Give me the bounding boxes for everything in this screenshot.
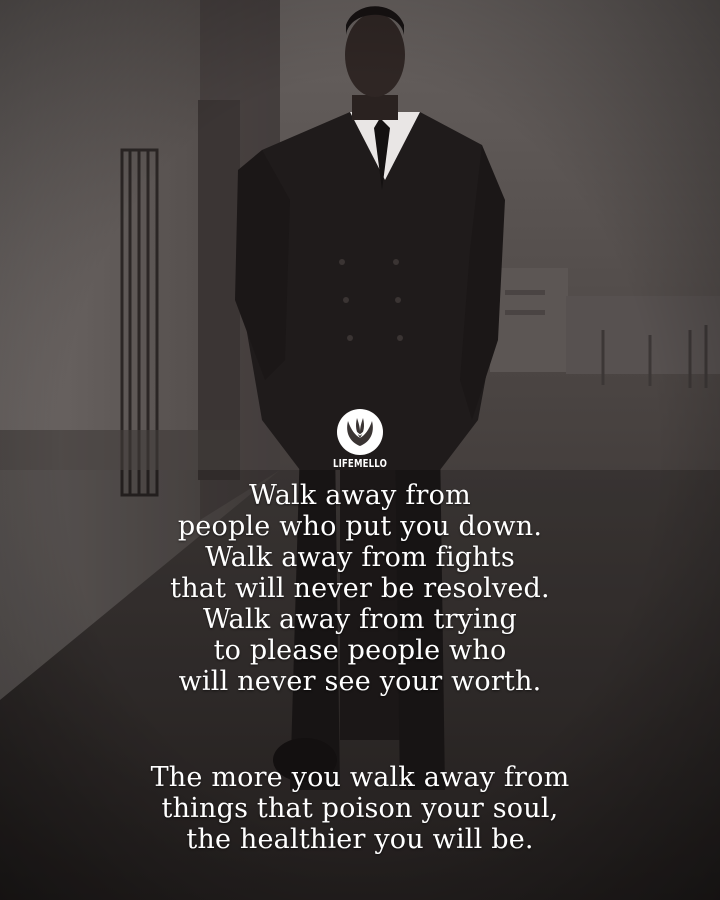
quote-line: Walk away from trying — [202, 604, 518, 635]
quote-line: things that poison your soul, — [161, 793, 559, 824]
quote-line: will never see your worth. — [178, 666, 542, 697]
quote-line: Walk away from fights — [205, 542, 515, 573]
quote-line: Walk away from — [249, 480, 471, 511]
quote-line: The more you walk away from — [150, 762, 570, 793]
quote-paragraph-1 — [0, 480, 720, 697]
quote-paragraph-2 — [0, 762, 720, 855]
brand-logo — [320, 408, 400, 470]
quote-line: that will never be resolved. — [170, 573, 550, 604]
bird-wings-icon — [336, 408, 384, 456]
quote-line: to please people who — [213, 635, 507, 666]
brand-name: LIFEMELLO — [332, 457, 388, 470]
quote-line: people who put you down. — [177, 511, 543, 542]
quote-line: the healthier you will be. — [186, 824, 534, 855]
